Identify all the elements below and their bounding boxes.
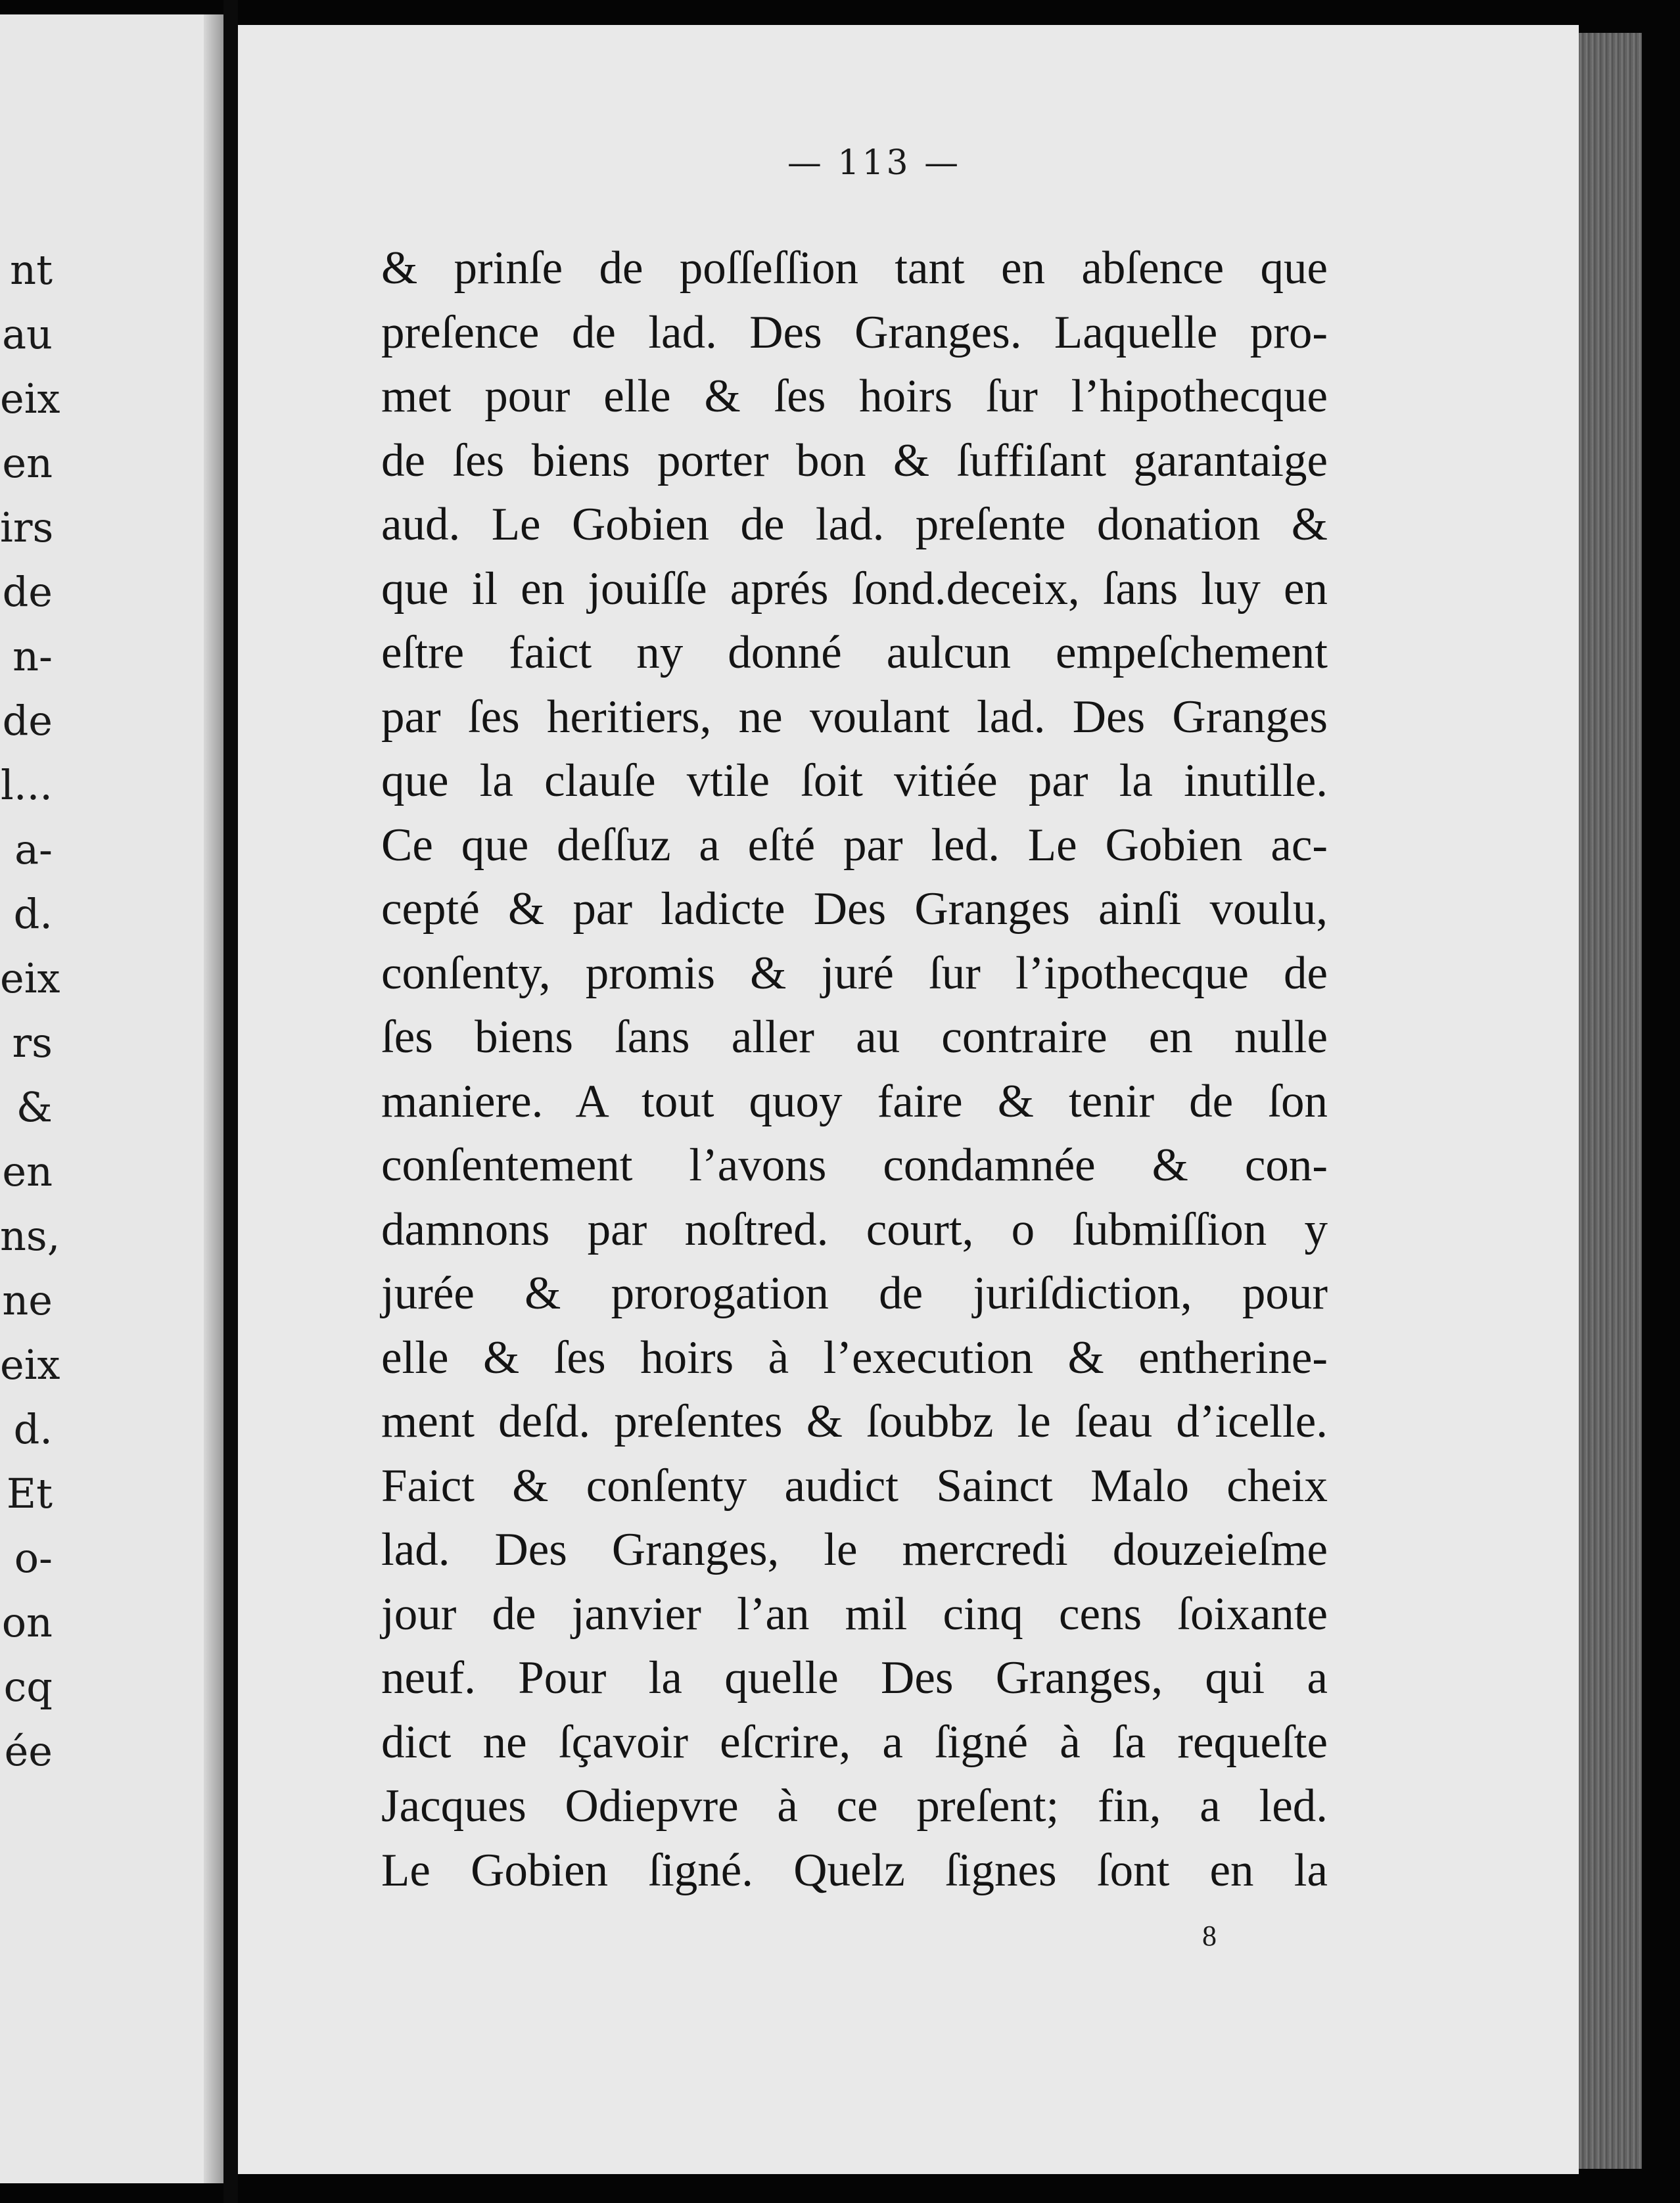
- left-line: rs: [12, 1019, 53, 1067]
- background-shadow: [1642, 0, 1680, 2203]
- text-line: ſes biens ſans aller au contraire en nulle: [381, 1011, 1328, 1063]
- text-line: aud. Le Gobien de lad. preſente donation &: [381, 499, 1328, 550]
- left-line: ne: [2, 1276, 53, 1324]
- left-line: on: [1, 1598, 53, 1646]
- left-line: d.: [13, 890, 53, 938]
- page-number: — 113 —: [787, 143, 962, 183]
- left-line: de: [2, 697, 53, 745]
- page-block-edges: [1579, 33, 1642, 2169]
- left-page-text: [0, 238, 60, 1784]
- text-line: maniere. A tout quoy faire & tenir de ſon: [381, 1075, 1328, 1127]
- left-line: l...: [1, 761, 53, 809]
- left-line: o-: [14, 1534, 53, 1582]
- text-line: que la clauſe vtile ſoit vitiée par la inutille.: [381, 755, 1328, 806]
- text-line: & prinſe de poſſeſſion tant en abſence que: [381, 243, 1328, 294]
- text-line: que il en jouiſſe aprés ſond.deceix, ſans luy en: [381, 563, 1328, 615]
- book-spine-shadow: [223, 0, 238, 2203]
- left-page-gutter: [204, 14, 223, 2183]
- text-line: Jacques Odiepvre à ce preſent; fin, a led.: [381, 1780, 1328, 1832]
- page-body-text: [381, 237, 1328, 1903]
- text-line: eſtre faict ny donné aulcun empeſchement: [381, 627, 1328, 678]
- text-line: conſentement l’avons condamnée & con-: [381, 1140, 1328, 1191]
- text-line: conſenty, promis & juré ſur l’ipothecque de: [381, 947, 1328, 999]
- left-line: nt: [10, 246, 53, 294]
- left-line: eix: [0, 375, 60, 423]
- left-line: ns,: [0, 1212, 60, 1260]
- text-line: elle & ſes hoirs à l’execution & entherine-: [381, 1332, 1328, 1383]
- left-line: irs: [0, 503, 54, 551]
- left-page: [0, 14, 223, 2183]
- signature-mark: 8: [1202, 1920, 1217, 1952]
- left-line: &: [16, 1083, 53, 1131]
- text-line: ment deſd. preſentes & ſoubbz le ſeau d’icelle.: [381, 1396, 1328, 1447]
- text-line: par ſes heritiers, ne voulant lad. Des Granges: [381, 691, 1328, 743]
- text-line: met pour elle & ſes hoirs ſur l’hipothecque: [381, 371, 1328, 422]
- left-line: en: [2, 1148, 53, 1195]
- left-line: au: [2, 310, 53, 358]
- left-line: eix: [0, 954, 60, 1002]
- text-line: de ſes biens porter bon & ſuffiſant garantaige: [381, 434, 1328, 486]
- left-line: de: [2, 568, 53, 616]
- text-line: cepté & par ladicte Des Granges ainſi voulu,: [381, 883, 1328, 935]
- text-line: neuf. Pour la quelle Des Granges, qui a: [381, 1652, 1328, 1704]
- text-line: Ce que deſſuz a eſté par led. Le Gobien ac-: [381, 819, 1328, 871]
- text-line: Le Gobien ſigné. Quelz ſignes ſont en la: [381, 1844, 1328, 1896]
- left-line: en: [2, 439, 53, 487]
- left-line: eix: [0, 1341, 60, 1389]
- left-line: d.: [13, 1405, 53, 1453]
- left-line: ée: [4, 1727, 53, 1775]
- text-line: Faict & conſenty audict Sainct Malo cheix: [381, 1460, 1328, 1512]
- left-line: Et: [6, 1470, 53, 1518]
- left-line: a-: [14, 825, 53, 873]
- text-line: damnons par noſtred. court, o ſubmiſſion y: [381, 1203, 1328, 1255]
- text-line: preſence de lad. Des Granges. Laquelle pro-: [381, 306, 1328, 358]
- text-line: dict ne ſçavoir eſcrire, a ſigné à ſa requeſte: [381, 1716, 1328, 1768]
- left-line: n-: [12, 632, 53, 680]
- text-line: lad. Des Granges, le mercredi douzeieſme: [381, 1524, 1328, 1575]
- text-line: jour de janvier l’an mil cinq cens ſoixante: [381, 1588, 1328, 1640]
- left-line: cq: [3, 1663, 53, 1711]
- text-line: jurée & prorogation de juriſdiction, pour: [381, 1268, 1328, 1319]
